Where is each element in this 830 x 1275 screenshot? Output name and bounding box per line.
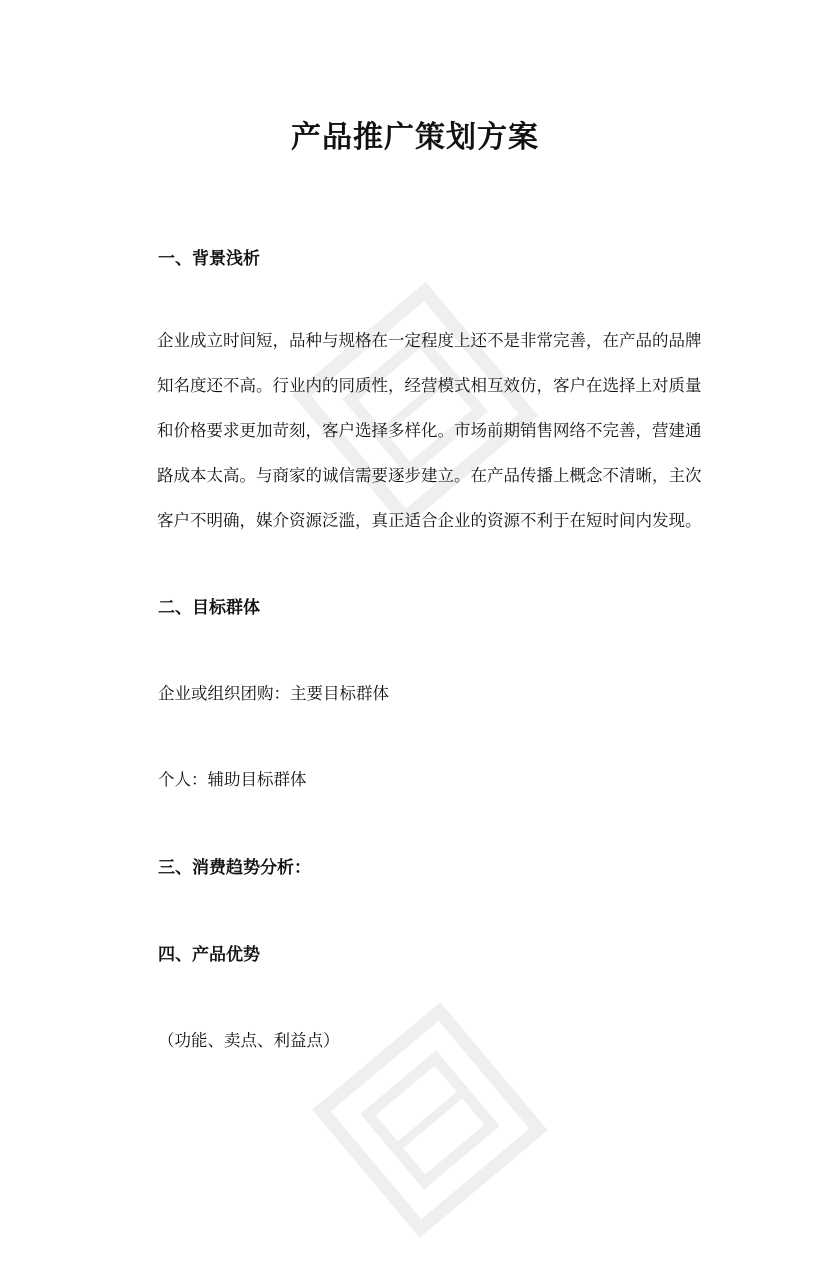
target-group-line: 个人：辅助目标群体 <box>158 770 307 789</box>
section-heading-target-groups: 二、目标群体 <box>158 598 260 618</box>
document-title: 产品推广策划方案 <box>291 120 539 155</box>
watermark-shield-icon <box>275 965 585 1275</box>
section-paragraph-background: 企业成立时间短，品种与规格在一定程度上还不是非常完善，在产品的品牌知名度还不高。行业内的同质性，经营模式相互效仿，客户在选择上对质量和价格要求更加苛刻，客户选择多样化。市场前期销售网络不完善，营建通路成本太高。与商家的诚信需要逐步建立。在产品传播上概念不清晰，主次客户不明确，媒介资源泛滥，真正适合企业的资源不利于在短时间内发现。 <box>157 331 702 530</box>
section-heading-consumption-trends: 三、消费趋势分析： <box>158 858 311 878</box>
section-heading-product-advantages: 四、产品优势 <box>158 945 260 965</box>
target-group-line: 企业或组织团购：主要目标群体 <box>158 684 389 703</box>
product-advantages-line: （功能、卖点、利益点） <box>158 1031 340 1050</box>
section-heading-background: 一、背景浅析 <box>158 249 260 269</box>
